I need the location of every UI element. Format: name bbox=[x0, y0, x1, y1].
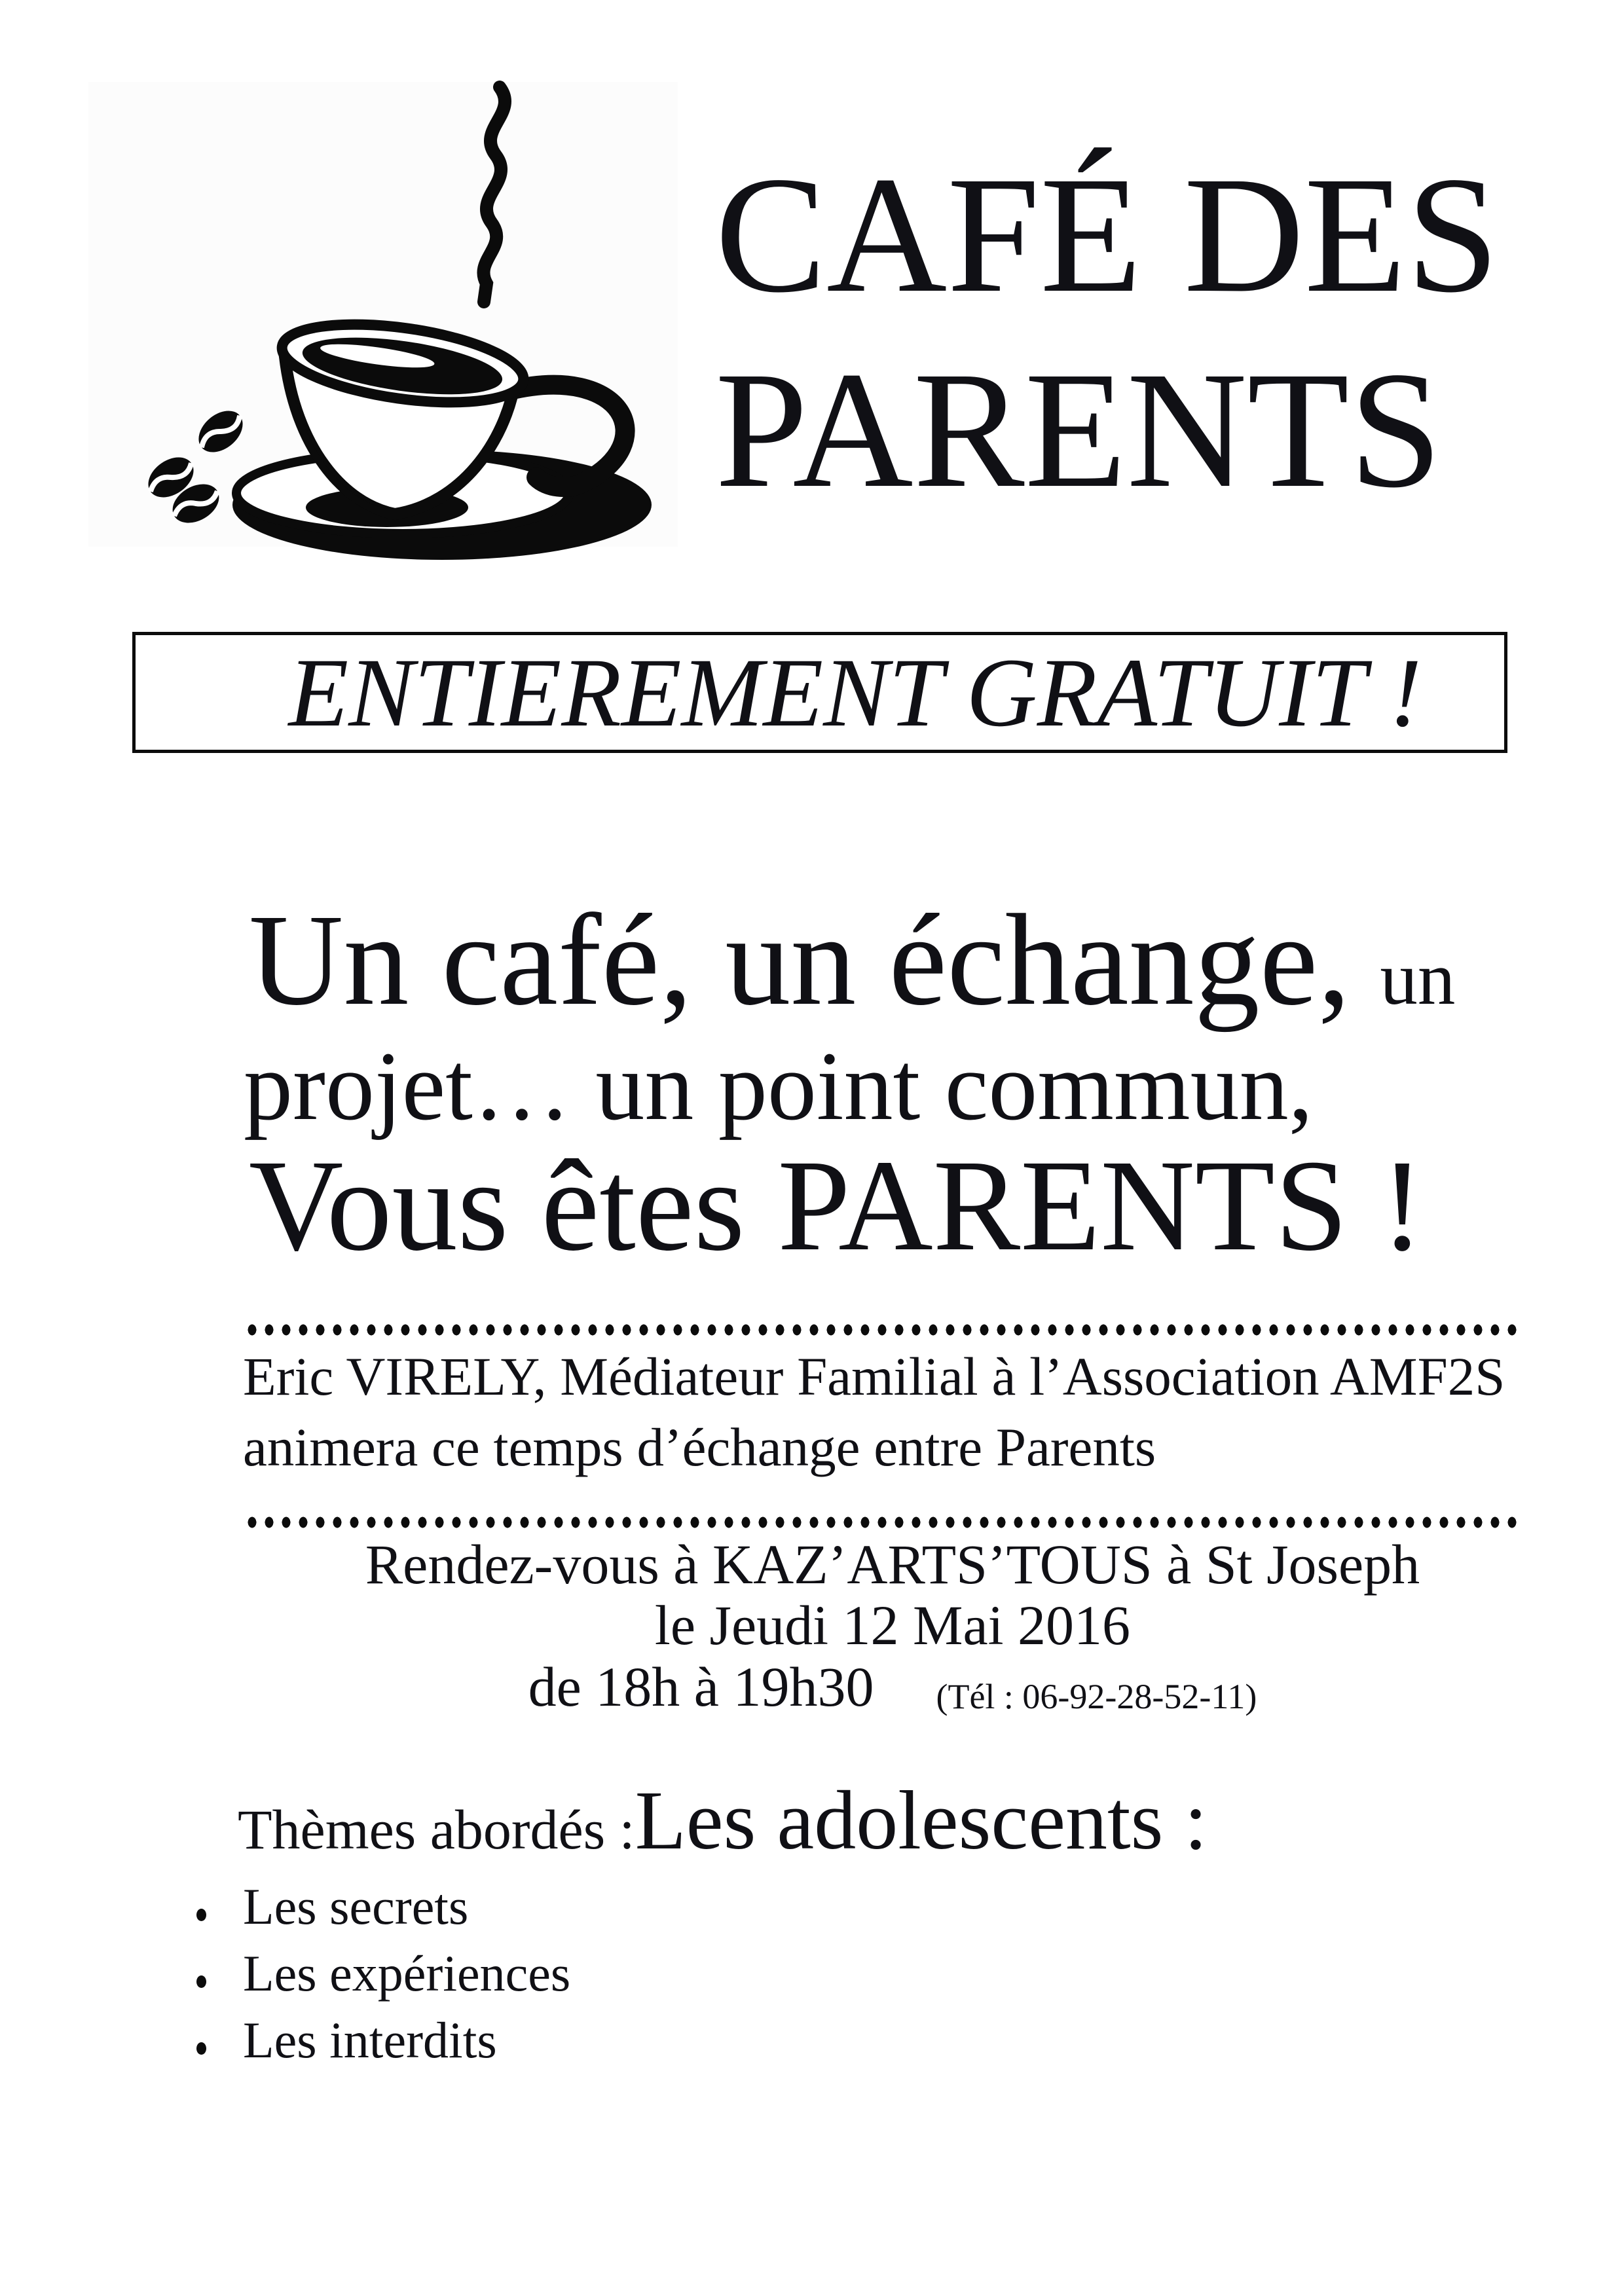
bullet-icon bbox=[196, 2042, 206, 2055]
list-item bbox=[190, 1878, 570, 1935]
facilitator-line1: Eric VIRELY, Médiateur Familial à l’Association AMF2S bbox=[243, 1346, 1505, 1406]
bullet-icon bbox=[196, 1975, 206, 1988]
intro-line2: projet… un point commun, bbox=[244, 1032, 1314, 1141]
dotted-divider-bottom bbox=[244, 1514, 1517, 1531]
intro-line1 bbox=[249, 888, 1456, 1033]
page-title-line1: CAFÉ DES bbox=[715, 143, 1500, 327]
list-item-label: Les interdits bbox=[243, 2011, 497, 2068]
page-title-line2: PARENTS bbox=[715, 337, 1443, 523]
dotted-divider-top bbox=[244, 1321, 1517, 1338]
meeting-time: de 18h à 19h30 bbox=[528, 1655, 874, 1718]
themes-topic: Les adolescents : bbox=[635, 1774, 1208, 1867]
themes-list bbox=[190, 1878, 571, 2082]
free-banner-text: ENTIEREMENT GRATUIT ! bbox=[288, 638, 1422, 747]
themes-label: Thèmes abordés : bbox=[238, 1798, 635, 1861]
free-banner bbox=[132, 632, 1507, 753]
intro-line1-large: Un café, un échange, bbox=[249, 888, 1351, 1033]
meeting-date: le Jeudi 12 Mai 2016 bbox=[654, 1594, 1131, 1657]
meeting-place: Rendez-vous à KAZ’ARTS’TOUS à St Joseph bbox=[365, 1533, 1420, 1596]
intro-line1-small: un bbox=[1380, 937, 1456, 1020]
list-item-label: Les secrets bbox=[243, 1878, 469, 1935]
intro-line3: Vous êtes PARENTS ! bbox=[249, 1133, 1424, 1278]
list-item bbox=[190, 2011, 570, 2068]
list-item bbox=[190, 1945, 571, 2002]
themes-heading bbox=[238, 1774, 1208, 1867]
facilitator-line2: animera ce temps d’échange entre Parents bbox=[243, 1417, 1156, 1477]
page-title bbox=[715, 138, 1593, 528]
meeting-time-line bbox=[196, 1655, 1589, 1718]
bullet-icon bbox=[196, 1909, 206, 1921]
list-item-label: Les expériences bbox=[243, 1945, 571, 2002]
coffee-cup-icon bbox=[49, 43, 678, 560]
meeting-phone: (Tél : 06-92-28-52-11) bbox=[936, 1677, 1257, 1716]
